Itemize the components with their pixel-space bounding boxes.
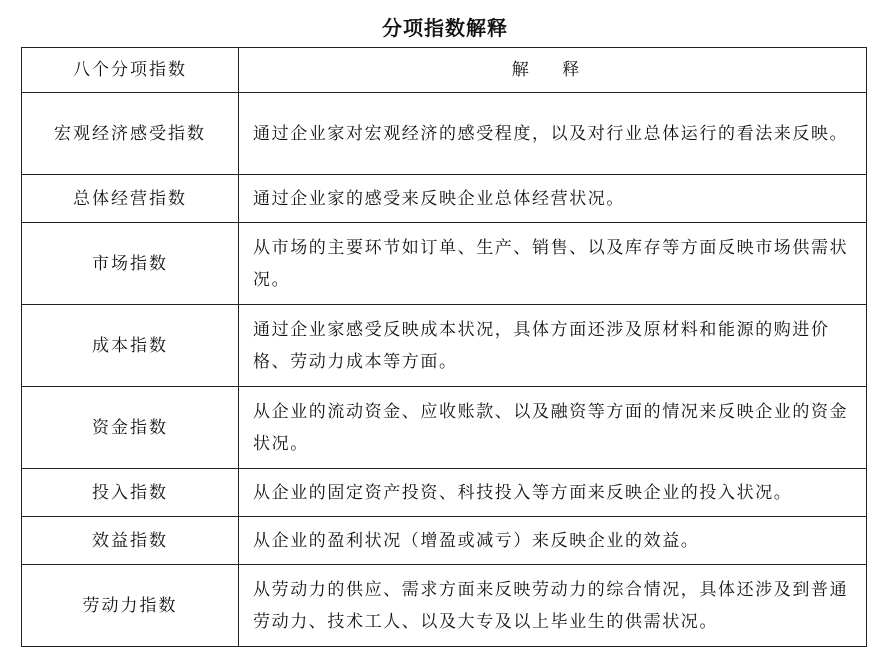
index-explanation-cell: 从企业的盈利状况（增盈或减亏）来反映企业的效益。 <box>239 517 867 565</box>
column-header-explanation: 解 释 <box>239 48 867 93</box>
table-row <box>22 469 867 517</box>
table-row <box>22 305 867 387</box>
index-explanation-cell: 从劳动力的供应、需求方面来反映劳动力的综合情况，具体还涉及到普通劳动力、技术工人、以及大专及以上毕业生的供需状况。 <box>239 565 867 647</box>
table-row <box>22 175 867 223</box>
index-name-cell: 成本指数 <box>22 305 239 387</box>
table-row <box>22 223 867 305</box>
index-name-cell: 效益指数 <box>22 517 239 565</box>
index-explanation-cell: 从市场的主要环节如订单、生产、销售、以及库存等方面反映市场供需状况。 <box>239 223 867 305</box>
index-explanation-cell: 通过企业家对宏观经济的感受程度，以及对行业总体运行的看法来反映。 <box>239 93 867 175</box>
index-name-cell: 劳动力指数 <box>22 565 239 647</box>
index-explanation-cell: 从企业的流动资金、应收账款、以及融资等方面的情况来反映企业的资金状况。 <box>239 387 867 469</box>
page-title: 分项指数解释 <box>382 16 508 40</box>
table-row <box>22 93 867 175</box>
index-name-cell: 宏观经济感受指数 <box>22 93 239 175</box>
table-row <box>22 517 867 565</box>
index-explanation-cell: 从企业的固定资产投资、科技投入等方面来反映企业的投入状况。 <box>239 469 867 517</box>
index-explanation-cell: 通过企业家的感受来反映企业总体经营状况。 <box>239 175 867 223</box>
index-name-cell: 资金指数 <box>22 387 239 469</box>
index-explanation-cell: 通过企业家感受反映成本状况，具体方面还涉及原材料和能源的购进价格、劳动力成本等方面。 <box>239 305 867 387</box>
table-header-row <box>22 48 867 93</box>
index-name-cell: 投入指数 <box>22 469 239 517</box>
index-name-cell: 总体经营指数 <box>22 175 239 223</box>
index-name-cell: 市场指数 <box>22 223 239 305</box>
table-row <box>22 387 867 469</box>
index-explanation-table <box>21 47 867 647</box>
table-row <box>22 565 867 647</box>
column-header-index-name: 八个分项指数 <box>22 48 239 93</box>
